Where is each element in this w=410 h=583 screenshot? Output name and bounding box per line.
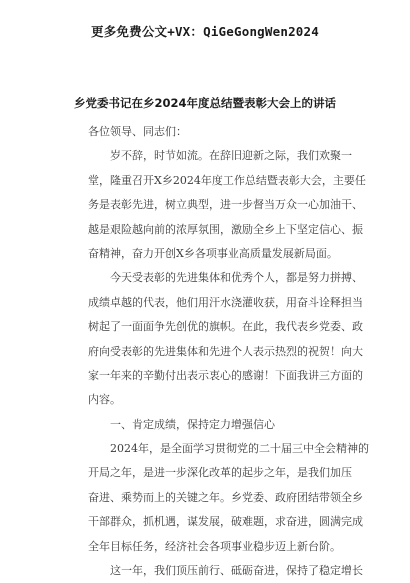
paragraph-line: 务是表彰先进，树立典型，进一步督当万众一心加油干、 [88,198,363,212]
section-heading [88,413,328,437]
paragraph-line: 这一年，我们顶压前行、砥砺奋进，保持了稳定增长 [110,564,363,578]
paragraph-line: 奋精神，奋力开创X乡各项事业高质量发展新局面。 [88,246,338,260]
paragraph-line: 岁不辞，时节如流。在辞旧迎新之际，我们欢聚一 [110,149,352,163]
paragraph-line: 成绩卓越的代表，他们用汗水浇灌收获，用奋斗诠释担当 [88,295,363,309]
paragraph-line: 越是艰险越向前的浓厚氛围，激励全乡上下坚定信心、振 [88,222,363,236]
paragraph [88,266,363,412]
paragraph-list [88,144,369,583]
paragraph-line: 2024年，是全面学习贯彻党的二十届三中全会精神的 [110,442,369,456]
paragraph [88,437,369,559]
paragraph [88,144,366,266]
paragraph-line: 树起了一面面争先创优的旗帜。在此，我代表乡党委、政 [88,320,363,334]
document-title: 乡党委书记在乡2024年度总结暨表彰大会上的讲话 [73,96,336,110]
paragraph-line: 家一年来的辛勤付出表示衷心的感谢！下面我讲三方面的 [88,368,363,382]
salutation: 各位领导、同志们： [88,125,187,138]
paragraph-line: 全年目标任务，经济社会各项事业稳步迈上新台阶。 [88,539,341,553]
paragraph-line: 府向受表彰的先进集体和先进个人表示热烈的祝贺！向大 [88,344,363,358]
paragraph-line: 干部群众，抓机遇，谋发展，破难题，求奋进，圆满完成 [88,515,363,529]
paragraph-line: 内容。 [88,393,121,407]
promo-banner: 更多免费公文+VX：QiGeGongWen2024 [91,24,319,39]
paragraph [88,559,363,583]
paragraph-line: 开局之年，是进一步深化改革的起步之年，是我们加压 [88,466,352,480]
document-body [88,120,369,583]
paragraph-line: 一、肯定成绩，保持定力增强信心 [110,417,275,431]
paragraph-line: 今天受表彰的先进集体和优秀个人，都是努力拼搏、 [110,271,363,285]
paragraph-line: 堂，隆重召开X乡2024年度工作总结暨表彰大会，主要任 [88,173,366,187]
paragraph-line: 奋进、乘势而上的关键之年。乡党委、政府团结带领全乡 [88,490,363,504]
